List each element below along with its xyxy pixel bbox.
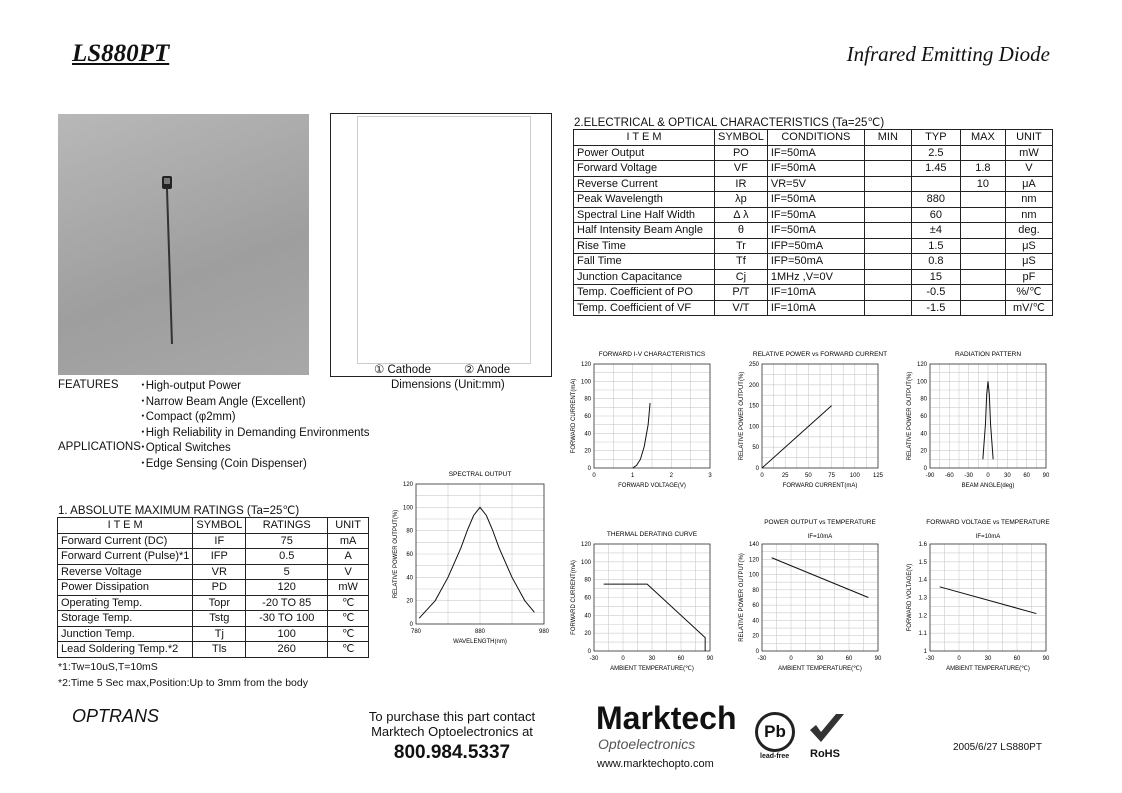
y-tick-label: 1.3 xyxy=(918,595,927,602)
x-tick-label: 30 xyxy=(984,656,992,662)
table-cell xyxy=(864,145,911,161)
feature-item: ･Compact (φ2mm) xyxy=(140,411,236,423)
table-cell xyxy=(960,192,1005,208)
pb-free-icon xyxy=(755,712,795,752)
y-tick-label: 120 xyxy=(580,362,591,368)
x-tick-label: 0 xyxy=(957,656,961,662)
chart xyxy=(567,514,717,679)
table-cell: μA xyxy=(1005,176,1052,192)
table-cell: mW xyxy=(1005,145,1052,161)
table-cell xyxy=(864,238,911,254)
table-cell: %/℃ xyxy=(1005,285,1052,301)
table-row xyxy=(574,145,1053,161)
table-cell xyxy=(864,161,911,177)
table-cell: IR xyxy=(715,176,768,192)
col-header: UNIT xyxy=(328,518,369,534)
table-cell: deg. xyxy=(1005,223,1052,239)
table-cell: 0.8 xyxy=(911,254,960,270)
x-tick-label: -30 xyxy=(964,473,974,479)
table-cell: mV/℃ xyxy=(1005,300,1052,316)
table-cell: IF=10mA xyxy=(767,285,864,301)
table-cell: 5 xyxy=(246,564,328,580)
y-tick-label: 50 xyxy=(752,445,759,452)
chart-title: RADIATION PATTERN xyxy=(954,351,1022,358)
table-cell: IFP=50mA xyxy=(767,254,864,270)
y-tick-label: 0 xyxy=(923,466,927,472)
col-header: SYMBOL xyxy=(193,518,246,534)
table-cell: 120 xyxy=(246,580,328,596)
x-tick-label: 60 xyxy=(1023,473,1031,479)
table-cell: Power Dissipation xyxy=(58,580,193,596)
table-cell xyxy=(960,207,1005,223)
chart-title: FORWARD VOLTAGE vs TEMPERATURE xyxy=(926,519,1050,526)
table-cell: μS xyxy=(1005,238,1052,254)
table-row xyxy=(58,595,369,611)
table-cell xyxy=(864,285,911,301)
x-tick-label: 1 xyxy=(630,473,635,479)
table-cell: 260 xyxy=(246,642,328,658)
table-row xyxy=(574,300,1053,316)
lead-free-label: lead-free xyxy=(760,753,790,760)
purchase-line: To purchase this part contact xyxy=(368,709,536,724)
table-header-row xyxy=(58,518,369,534)
chart-title: THERMAL DERATING CURVE xyxy=(606,531,698,538)
table-cell: 10 xyxy=(960,176,1005,192)
table-cell: -0.5 xyxy=(911,285,960,301)
chart-title: RELATIVE POWER vs FORWARD CURRENT xyxy=(752,351,888,358)
doc-date: 2005/6/27 LS880PT xyxy=(953,742,1042,753)
table-cell: ±4 xyxy=(911,223,960,239)
marktech-subtitle: Optoelectronics xyxy=(598,736,696,752)
x-tick-label: 25 xyxy=(781,473,789,479)
y-tick-label: 1 xyxy=(923,649,927,655)
table-cell: Temp. Coefficient of PO xyxy=(574,285,715,301)
y-tick-label: 1.6 xyxy=(918,542,927,548)
x-tick-label: 125 xyxy=(872,473,884,479)
x-axis-label: AMBIENT TEMPERATURE(℃) xyxy=(610,666,694,672)
table-cell: IF=50mA xyxy=(767,161,864,177)
table-cell xyxy=(864,207,911,223)
table-cell: θ xyxy=(715,223,768,239)
table-cell: Forward Current (DC) xyxy=(58,533,193,549)
x-axis-label: FORWARD CURRENT(mA) xyxy=(782,483,858,489)
series-line xyxy=(633,403,650,468)
y-tick-label: 100 xyxy=(748,572,759,579)
x-tick-label: 90 xyxy=(1042,473,1050,479)
table-cell: Peak Wavelength xyxy=(574,192,715,208)
x-tick-label: 980 xyxy=(538,629,550,635)
y-tick-label: 60 xyxy=(920,414,927,420)
y-tick-label: 40 xyxy=(920,431,927,438)
table-cell: Reverse Voltage xyxy=(58,564,193,580)
table-cell: V xyxy=(1005,161,1052,177)
y-tick-label: 100 xyxy=(580,559,591,566)
y-tick-label: 80 xyxy=(406,528,413,535)
x-axis-label: FORWARD VOLTAGE(V) xyxy=(618,483,686,489)
table-cell: 100 xyxy=(246,626,328,642)
y-tick-label: 0 xyxy=(409,622,413,628)
table-row xyxy=(574,223,1053,239)
table-cell: 15 xyxy=(911,269,960,285)
table-cell: Junction Capacitance xyxy=(574,269,715,285)
y-tick-label: 40 xyxy=(752,618,759,625)
x-tick-label: 30 xyxy=(816,656,824,662)
x-tick-label: 2 xyxy=(669,473,674,479)
table-cell: Fall Time xyxy=(574,254,715,270)
table-cell xyxy=(864,254,911,270)
table-cell: Half Intensity Beam Angle xyxy=(574,223,715,239)
table-cell: 1.5 xyxy=(911,238,960,254)
y-tick-label: 1.4 xyxy=(918,577,927,584)
y-axis-label: FORWARD VOLTAGE(V) xyxy=(907,563,913,632)
x-tick-label: -30 xyxy=(589,656,599,662)
table-cell xyxy=(960,300,1005,316)
table-cell xyxy=(960,238,1005,254)
col-header: I T E M xyxy=(574,130,715,146)
x-tick-label: 50 xyxy=(805,473,812,479)
table-row xyxy=(574,161,1053,177)
series-line xyxy=(419,507,534,618)
table-cell: Cj xyxy=(715,269,768,285)
table-cell: Reverse Current xyxy=(574,176,715,192)
table-row xyxy=(574,207,1053,223)
table-cell: 1.45 xyxy=(911,161,960,177)
table-cell: VR=5V xyxy=(767,176,864,192)
y-tick-label: 0 xyxy=(587,649,591,655)
table-cell: Δ λ xyxy=(715,207,768,223)
table-cell: IF=50mA xyxy=(767,223,864,239)
y-tick-label: 80 xyxy=(584,577,591,584)
led-illustration xyxy=(58,114,309,375)
chart xyxy=(903,344,1053,494)
feature-item: ･High-output Power xyxy=(140,380,241,392)
x-axis-label: AMBIENT TEMPERATURE(℃) xyxy=(778,666,862,672)
table-row xyxy=(574,192,1053,208)
col-header: SYMBOL xyxy=(715,130,768,146)
x-axis-label: WAVELENGTH(nm) xyxy=(453,639,507,645)
table-cell: IFP xyxy=(193,549,246,565)
y-tick-label: 140 xyxy=(748,542,759,548)
col-header: TYP xyxy=(911,130,960,146)
dimension-drawing xyxy=(330,113,552,377)
feature-item: ･Narrow Beam Angle (Excellent) xyxy=(140,395,306,408)
table-cell: nm xyxy=(1005,207,1052,223)
y-tick-label: 60 xyxy=(752,603,759,610)
pb-label: Pb xyxy=(764,722,786,741)
chart-title: POWER OUTPUT vs TEMPERATURE xyxy=(764,519,876,526)
table-cell: 0.5 xyxy=(246,549,328,565)
table-row xyxy=(58,564,369,580)
table-cell: Storage Temp. xyxy=(58,611,193,627)
table-cell: mW xyxy=(328,580,369,596)
x-tick-label: -90 xyxy=(925,473,935,479)
table-row xyxy=(58,626,369,642)
table-cell: ℃ xyxy=(328,626,369,642)
table-cell: IF=50mA xyxy=(767,145,864,161)
part-number: LS880PT xyxy=(72,40,170,67)
y-axis-label: FORWARD CURRENT(mA) xyxy=(571,560,577,635)
table-row xyxy=(58,580,369,596)
chart xyxy=(386,462,551,662)
application-item: ･Edge Sensing (Coin Dispenser) xyxy=(140,457,307,470)
table-row xyxy=(58,549,369,565)
y-axis-label: RELATIVE POWER OUTPUT(%) xyxy=(907,371,913,461)
note: *1:Tw=10uS,T=10mS xyxy=(58,661,158,673)
y-tick-label: 100 xyxy=(748,424,759,431)
y-tick-label: 0 xyxy=(755,649,759,655)
applications-list xyxy=(140,441,307,472)
dimension-caption: Dimensions (Unit:mm) xyxy=(391,379,505,391)
table-cell: Power Output xyxy=(574,145,715,161)
optrans-brand: OPTRANS xyxy=(72,706,160,726)
table-cell: V xyxy=(328,564,369,580)
table-cell: P/T xyxy=(715,285,768,301)
table-cell xyxy=(960,254,1005,270)
table-cell: IF=50mA xyxy=(767,192,864,208)
marktech-logo: Marktech xyxy=(596,700,737,736)
x-tick-label: 30 xyxy=(648,656,656,662)
x-tick-label: -30 xyxy=(757,656,767,662)
y-tick-label: 80 xyxy=(584,396,591,403)
table-row xyxy=(58,642,369,658)
table-cell xyxy=(960,285,1005,301)
table-cell: -30 TO 100 xyxy=(246,611,328,627)
table-header-row xyxy=(574,130,1053,146)
y-tick-label: 40 xyxy=(406,575,413,582)
col-header: MIN xyxy=(864,130,911,146)
table-cell: Junction Temp. xyxy=(58,626,193,642)
table-cell: PO xyxy=(715,145,768,161)
purchase-line: Marktech Optoelectronics at xyxy=(371,724,533,739)
table-cell xyxy=(864,192,911,208)
application-item: ･Optical Switches xyxy=(140,442,231,454)
x-tick-label: 880 xyxy=(474,629,486,635)
chart-title: FORWARD I-V CHARACTERISTICS xyxy=(598,351,706,358)
table-cell: Tf xyxy=(715,254,768,270)
y-axis-label: RELATIVE POWER OUTPUT(%) xyxy=(739,371,745,461)
table-cell: Tls xyxy=(193,642,246,658)
chart-subtitle: IF=10mA xyxy=(975,534,1001,540)
table-cell: Rise Time xyxy=(574,238,715,254)
table-cell xyxy=(960,269,1005,285)
y-tick-label: 40 xyxy=(584,431,591,438)
x-tick-label: 780 xyxy=(410,629,422,635)
y-axis-label: FORWARD CURRENT(mA) xyxy=(571,378,577,454)
table-cell: 75 xyxy=(246,533,328,549)
table-cell: λp xyxy=(715,192,768,208)
page-title: Infrared Emitting Diode xyxy=(846,42,1050,66)
table-cell: 1.8 xyxy=(960,161,1005,177)
chart xyxy=(567,344,717,494)
table-cell: VF xyxy=(715,161,768,177)
table-cell xyxy=(864,176,911,192)
y-tick-label: 100 xyxy=(916,379,927,386)
col-header: I T E M xyxy=(58,518,193,534)
table-cell: 2.5 xyxy=(911,145,960,161)
y-tick-label: 20 xyxy=(584,631,591,638)
table-cell xyxy=(864,223,911,239)
table-cell: 880 xyxy=(911,192,960,208)
purchase-text xyxy=(364,709,540,764)
table-cell xyxy=(960,223,1005,239)
table-cell: IF=10mA xyxy=(767,300,864,316)
table-cell: 1MHz ,V=0V xyxy=(767,269,864,285)
elec-title: 2.ELECTRICAL & OPTICAL CHARACTERISTICS (Ta=25℃) xyxy=(574,117,885,129)
table-cell: mA xyxy=(328,533,369,549)
x-tick-label: 30 xyxy=(1003,473,1011,479)
table-cell: Spectral Line Half Width xyxy=(574,207,715,223)
x-tick-label: 0 xyxy=(760,473,764,479)
table-cell: PD xyxy=(193,580,246,596)
col-header: UNIT xyxy=(1005,130,1052,146)
table-cell: IFP=50mA xyxy=(767,238,864,254)
abs-ratings-title: 1. ABSOLUTE MAXIMUM RATINGS (Ta=25℃) xyxy=(58,505,300,517)
y-tick-label: 120 xyxy=(402,482,413,488)
y-tick-label: 80 xyxy=(752,587,759,594)
table-cell: Lead Soldering Temp.*2 xyxy=(58,642,193,658)
features-label: FEATURES xyxy=(58,379,119,391)
x-tick-label: -30 xyxy=(925,656,935,662)
x-tick-label: 75 xyxy=(828,473,835,479)
x-tick-label: 0 xyxy=(621,656,625,662)
table-cell: VR xyxy=(193,564,246,580)
rohs-check-icon xyxy=(806,710,848,750)
y-tick-label: 100 xyxy=(402,505,413,512)
y-tick-label: 120 xyxy=(580,542,591,548)
cathode-label: ① Cathode xyxy=(374,364,431,376)
x-tick-label: 0 xyxy=(789,656,793,662)
y-tick-label: 60 xyxy=(584,414,591,420)
phone-number: 800.984.5337 xyxy=(393,742,511,763)
x-tick-label: 3 xyxy=(708,473,712,479)
y-tick-label: 120 xyxy=(748,557,759,564)
table-cell: ℃ xyxy=(328,611,369,627)
feature-item: ･High Reliability in Demanding Environments xyxy=(140,426,370,439)
x-tick-label: 0 xyxy=(592,473,596,479)
table-cell: IF xyxy=(193,533,246,549)
y-tick-label: 0 xyxy=(587,466,591,472)
table-cell: 60 xyxy=(911,207,960,223)
rohs-label: RoHS xyxy=(810,748,840,760)
y-axis-label: RELATIVE POWER OUTPUT(%) xyxy=(739,553,745,642)
table-cell: ℃ xyxy=(328,642,369,658)
y-tick-label: 60 xyxy=(584,595,591,602)
abs-ratings-table xyxy=(57,517,369,658)
product-photo xyxy=(58,114,309,375)
x-tick-label: 60 xyxy=(845,656,853,662)
features-list xyxy=(140,379,369,441)
y-tick-label: 20 xyxy=(584,448,591,455)
x-tick-label: 0 xyxy=(986,473,990,479)
table-cell: μS xyxy=(1005,254,1052,270)
x-tick-label: 90 xyxy=(706,656,714,662)
col-header: RATINGS xyxy=(246,518,328,534)
table-cell: A xyxy=(328,549,369,565)
y-tick-label: 20 xyxy=(406,598,413,605)
y-tick-label: 150 xyxy=(748,403,759,410)
chart xyxy=(735,344,888,494)
table-cell: Forward Current (Pulse)*1 xyxy=(58,549,193,565)
table-cell: IF=50mA xyxy=(767,207,864,223)
y-tick-label: 120 xyxy=(916,362,927,368)
table-cell: Temp. Coefficient of VF xyxy=(574,300,715,316)
table-row xyxy=(574,254,1053,270)
applications-label: APPLICATIONS xyxy=(58,441,141,453)
x-tick-label: 60 xyxy=(677,656,685,662)
table-cell: pF xyxy=(1005,269,1052,285)
table-cell xyxy=(960,145,1005,161)
table-cell: Tstg xyxy=(193,611,246,627)
y-tick-label: 20 xyxy=(920,448,927,455)
y-tick-label: 1.5 xyxy=(918,559,927,566)
x-tick-label: 90 xyxy=(1042,656,1050,662)
marktech-url: www.marktechopto.com xyxy=(597,758,714,770)
table-cell: Tr xyxy=(715,238,768,254)
table-cell: Operating Temp. xyxy=(58,595,193,611)
chart xyxy=(735,514,885,679)
table-cell: ℃ xyxy=(328,595,369,611)
x-axis-label: BEAM ANGLE(deg) xyxy=(961,483,1015,489)
x-axis-label: AMBIENT TEMPERATURE(℃) xyxy=(946,666,1030,672)
x-tick-label: 60 xyxy=(1013,656,1021,662)
abs-notes xyxy=(58,659,308,691)
table-row xyxy=(574,238,1053,254)
table-cell: -1.5 xyxy=(911,300,960,316)
table-cell: Forward Voltage xyxy=(574,161,715,177)
x-tick-label: 100 xyxy=(849,473,860,479)
chart-subtitle: IF=10mA xyxy=(807,534,833,540)
table-row xyxy=(58,533,369,549)
table-cell xyxy=(864,300,911,316)
series-line xyxy=(604,584,706,651)
elec-table xyxy=(573,129,1053,316)
note: *2:Time 5 Sec max,Position:Up to 3mm from the body xyxy=(58,677,308,689)
table-row xyxy=(574,176,1053,192)
table-cell: Topr xyxy=(193,595,246,611)
y-tick-label: 80 xyxy=(920,396,927,403)
table-cell xyxy=(911,176,960,192)
table-cell: Tj xyxy=(193,626,246,642)
table-cell: V/T xyxy=(715,300,768,316)
y-tick-label: 0 xyxy=(755,466,759,472)
table-row xyxy=(58,611,369,627)
anode-label: ② Anode xyxy=(464,364,511,376)
y-tick-label: 1.1 xyxy=(918,631,927,638)
y-tick-label: 20 xyxy=(752,633,759,640)
y-tick-label: 40 xyxy=(584,613,591,620)
table-cell: -20 TO 85 xyxy=(246,595,328,611)
y-tick-label: 60 xyxy=(406,552,413,558)
chart xyxy=(903,514,1053,679)
x-tick-label: -60 xyxy=(944,473,954,479)
y-tick-label: 1.2 xyxy=(918,613,927,620)
y-axis-label: RELATIVE POWER OUTPUT(%) xyxy=(393,509,399,599)
col-header: MAX xyxy=(960,130,1005,146)
table-row xyxy=(574,285,1053,301)
col-header: CONDITIONS xyxy=(767,130,864,146)
y-tick-label: 200 xyxy=(748,382,759,389)
table-cell: nm xyxy=(1005,192,1052,208)
y-tick-label: 100 xyxy=(580,379,591,386)
y-tick-label: 250 xyxy=(748,362,759,368)
x-tick-label: 90 xyxy=(874,656,882,662)
table-cell xyxy=(864,269,911,285)
table-row xyxy=(574,269,1053,285)
chart-title: SPECTRAL OUTPUT xyxy=(448,471,512,478)
